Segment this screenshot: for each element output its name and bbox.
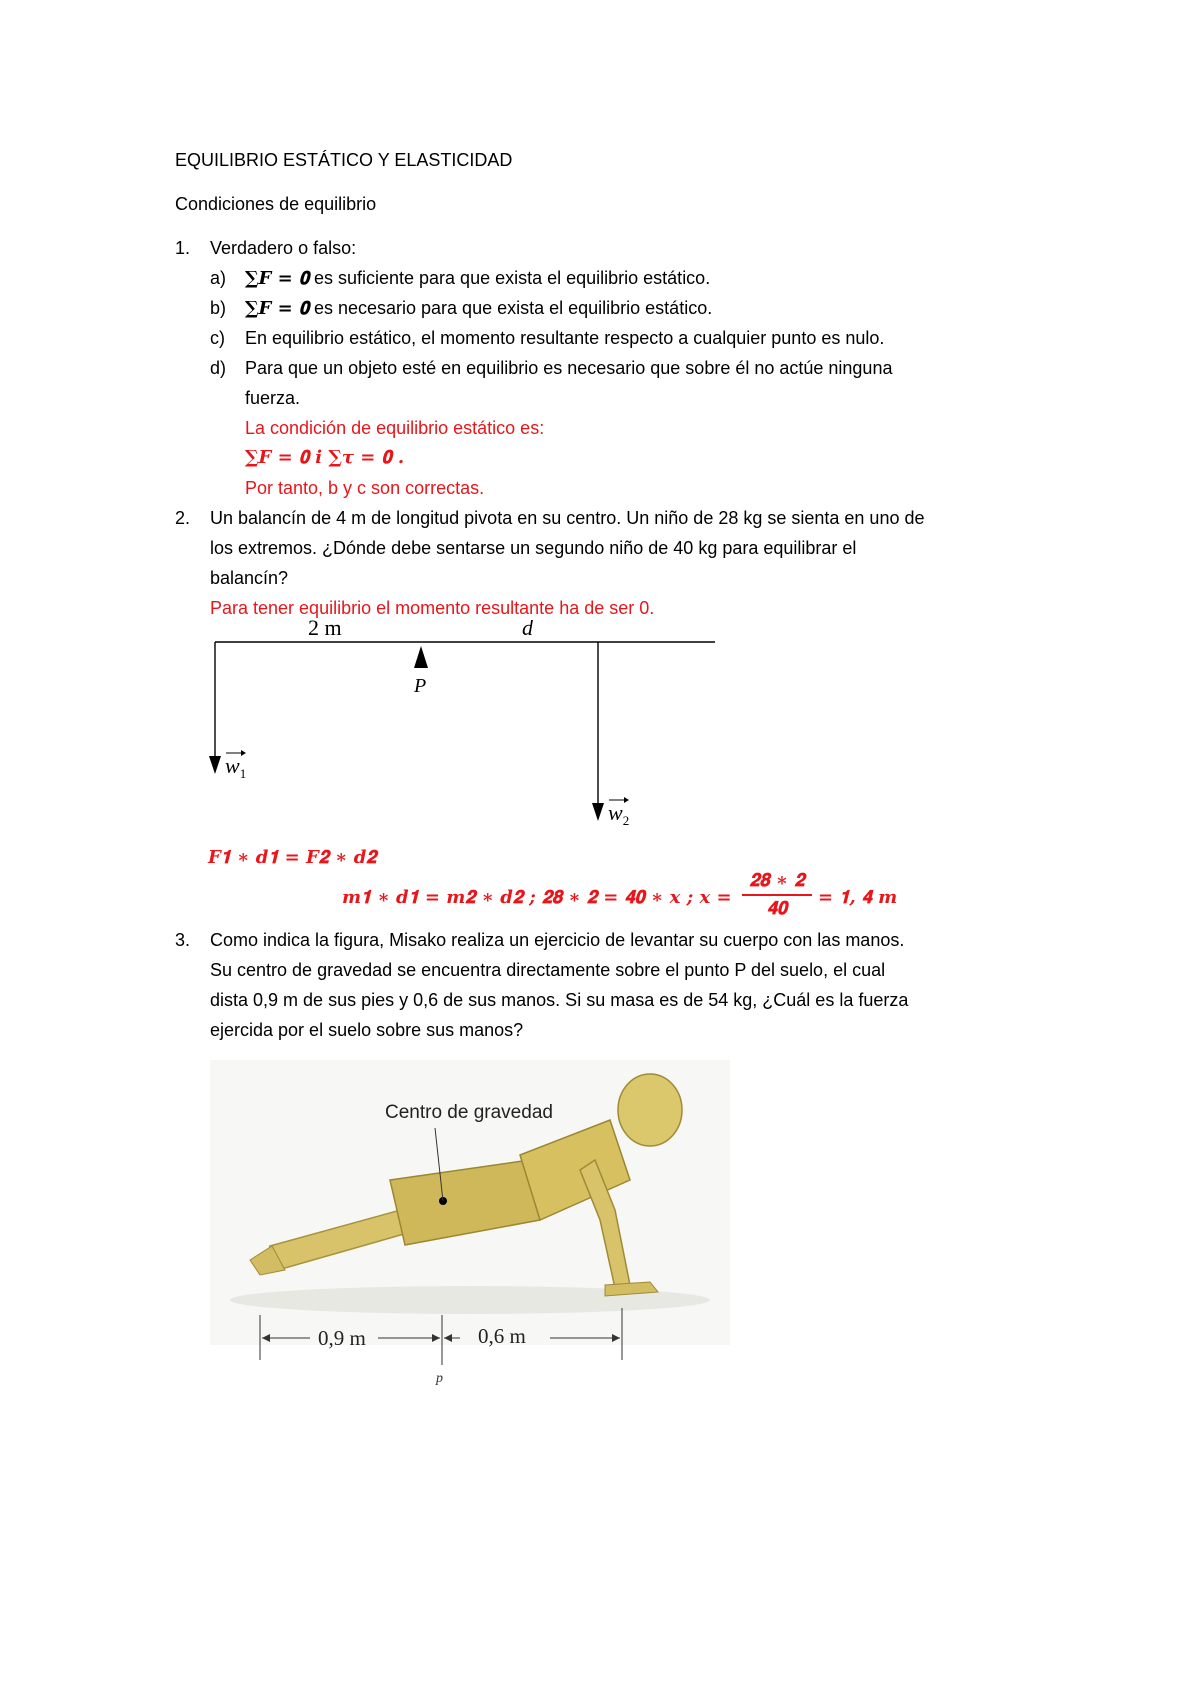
equation-solution-left: 𝒎𝟏 ∗ 𝒅𝟏 = 𝒎𝟐 ∗ 𝒅𝟐 ; 𝟐𝟖 ∗ 𝟐 = 𝟒𝟎 ∗ 𝒙 ; 𝒙 = (342, 887, 732, 908)
q1-item-a (245, 267, 710, 290)
fraction (742, 870, 812, 920)
q3-line1: Como indica la figura, Misako realiza un ejercicio de levantar su cuerpo con las manos. (210, 930, 905, 950)
label-d: d (522, 620, 533, 640)
label-w1: $w_1$ (225, 753, 247, 781)
q3-line2: Su centro de gravedad se encuentra directamente sobre el punto P del suelo, el cual (210, 960, 886, 980)
seesaw-diagram (195, 620, 735, 840)
equation-torque-balance: 𝑭𝟏 ∗ 𝒅𝟏 = 𝑭𝟐 ∗ 𝒅𝟐 (208, 847, 377, 868)
q1-item-a-math: ∑𝑭 = 𝟎 (245, 268, 309, 289)
dist-feet-label: 0,9 m (318, 1326, 366, 1350)
fraction-denominator: 𝟒𝟎 (766, 898, 788, 919)
pushup-figure (210, 1060, 730, 1390)
q3-number: 3. (175, 930, 191, 950)
equation-solution-right: = 𝟏, 𝟒 𝒎 (818, 887, 898, 908)
cg-label: Centro de gravedad (385, 1102, 553, 1123)
q1-item-b-label: b) (210, 298, 227, 318)
q1-item-a-label: a) (210, 268, 227, 288)
q2-line3: balancín? (210, 568, 289, 588)
q1-answer-math: ∑𝑭 = 𝟎 i ∑𝝉 = 𝟎 . (245, 447, 405, 468)
label-w2: $w_2$ (608, 800, 630, 828)
w1-overarrow-head (241, 750, 246, 756)
w2-overarrow-head (624, 797, 629, 803)
fraction-bar (742, 894, 812, 896)
q2-answer: Para tener equilibrio el momento resultante ha de ser 0. (210, 598, 655, 618)
q1-item-d-line1: Para que un objeto esté en equilibrio es necesario que sobre él no actúe ninguna (245, 358, 893, 378)
pivot-arrow (414, 646, 428, 668)
document-title: EQUILIBRIO ESTÁTICO Y ELASTICIDAD (175, 150, 513, 170)
fraction-numerator: 𝟐𝟖 ∗ 𝟐 (749, 870, 805, 891)
q1-prompt: Verdadero o falso: (210, 238, 357, 258)
q1-item-c-text: En equilibrio estático, el momento resultante respecto a cualquier punto es nulo. (245, 328, 885, 348)
dist-hands-label: 0,6 m (478, 1324, 526, 1348)
q1-item-d-line2: fuerza. (245, 388, 301, 408)
q1-item-b (245, 297, 712, 320)
q1-item-d-label: d) (210, 358, 227, 378)
q3-line4: ejercida por el suelo sobre sus manos? (210, 1020, 524, 1040)
q3-line3: dista 0,9 m de sus pies y 0,6 de sus manos. Si su masa es de 54 kg, ¿Cuál es la fuerza (210, 990, 909, 1010)
label-pivot-p: P (414, 675, 427, 697)
q1-item-b-text: es necesario para que exista el equilibrio estático. (308, 298, 713, 318)
q2-line1: Un balancín de 4 m de longitud pivota en su centro. Un niño de 28 kg se sienta en uno de (210, 508, 925, 528)
point-p-label: p (436, 1371, 443, 1386)
section-heading: Condiciones de equilibrio (175, 194, 377, 214)
head (618, 1074, 682, 1146)
w2-arrowhead (592, 803, 604, 821)
q1-answer-line3: Por tanto, b y c son correctas. (245, 478, 485, 498)
q1-item-a-text: es suficiente para que exista el equilibrio estático. (308, 268, 711, 288)
q1-item-c-label: c) (210, 328, 225, 348)
q2-line2: los extremos. ¿Dónde debe sentarse un segundo niño de 40 kg para equilibrar el (210, 538, 857, 558)
q1-number: 1. (175, 238, 191, 258)
w1-arrowhead (209, 756, 221, 774)
label-2m: 2 m (308, 620, 342, 640)
q1-answer-line1: La condición de equilibrio estático es: (245, 418, 545, 438)
q2-number: 2. (175, 508, 191, 528)
q1-item-b-math: ∑𝑭 = 𝟎 (245, 298, 309, 319)
